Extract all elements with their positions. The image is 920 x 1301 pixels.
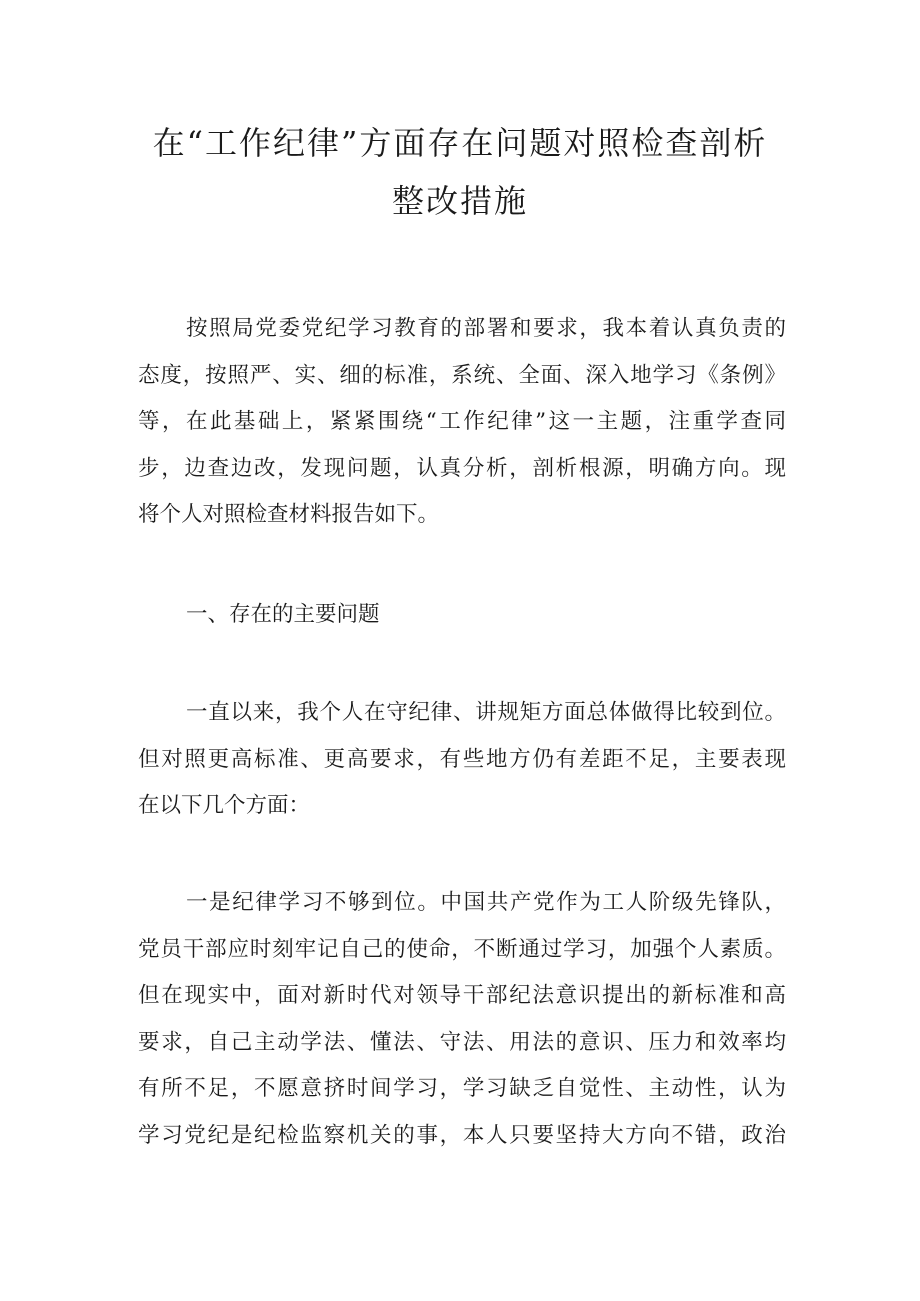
- overview-paragraph: [138, 690, 786, 830]
- point-1-line: 有所不足，不愿意挤时间学习，学习缺乏自觉性、主动性，认为: [138, 1076, 786, 1101]
- overview-line: 一直以来，我个人在守纪律、讲规矩方面总体做得比较到位。: [186, 700, 786, 725]
- intro-line: 态度，按照严、实、细的标准，系统、全面、深入地学习《条例》: [138, 362, 786, 388]
- point-1-line: 学习党纪是纪检监察机关的事，本人只要坚持大方向不错，政治: [138, 1122, 786, 1148]
- intro-line: 等，在此基础上，紧紧围绕“工作纪律”这一主题，注重学查同: [138, 409, 786, 434]
- intro-line: 将个人对照检查材料报告如下。: [138, 502, 440, 527]
- section-heading-problems: 一、存在的主要问题: [186, 602, 380, 627]
- title-line-2: 整改措施: [391, 182, 528, 220]
- overview-line: 在以下几个方面：: [138, 793, 311, 818]
- point-1-line: 党员干部应时刻牢记自己的使命，不断通过学习，加强个人素质。: [138, 936, 786, 962]
- title-line-1: 在“工作纪律”方面存在问题对照检查剖析: [152, 124, 768, 162]
- document-title: [120, 114, 800, 230]
- intro-line: 步，边查边改，发现问题，认真分析，剖析根源，明确方向。现: [138, 455, 786, 481]
- intro-line: 按照局党委党纪学习教育的部署和要求，我本着认真负责的: [186, 316, 786, 341]
- overview-line: 但对照更高标准、更高要求，有些地方仍有差距不足，主要表现: [138, 746, 786, 772]
- point-1-line: 要求，自己主动学法、懂法、守法、用法的意识、压力和效率均: [138, 1029, 786, 1055]
- point-1-line: 但在现实中，面对新时代对领导干部纪法意识提出的新标准和高: [138, 983, 786, 1008]
- point-1-paragraph: [138, 880, 786, 1159]
- intro-paragraph: [138, 306, 786, 539]
- point-1-line: 一是纪律学习不够到位。中国共产党作为工人阶级先锋队，: [186, 890, 786, 915]
